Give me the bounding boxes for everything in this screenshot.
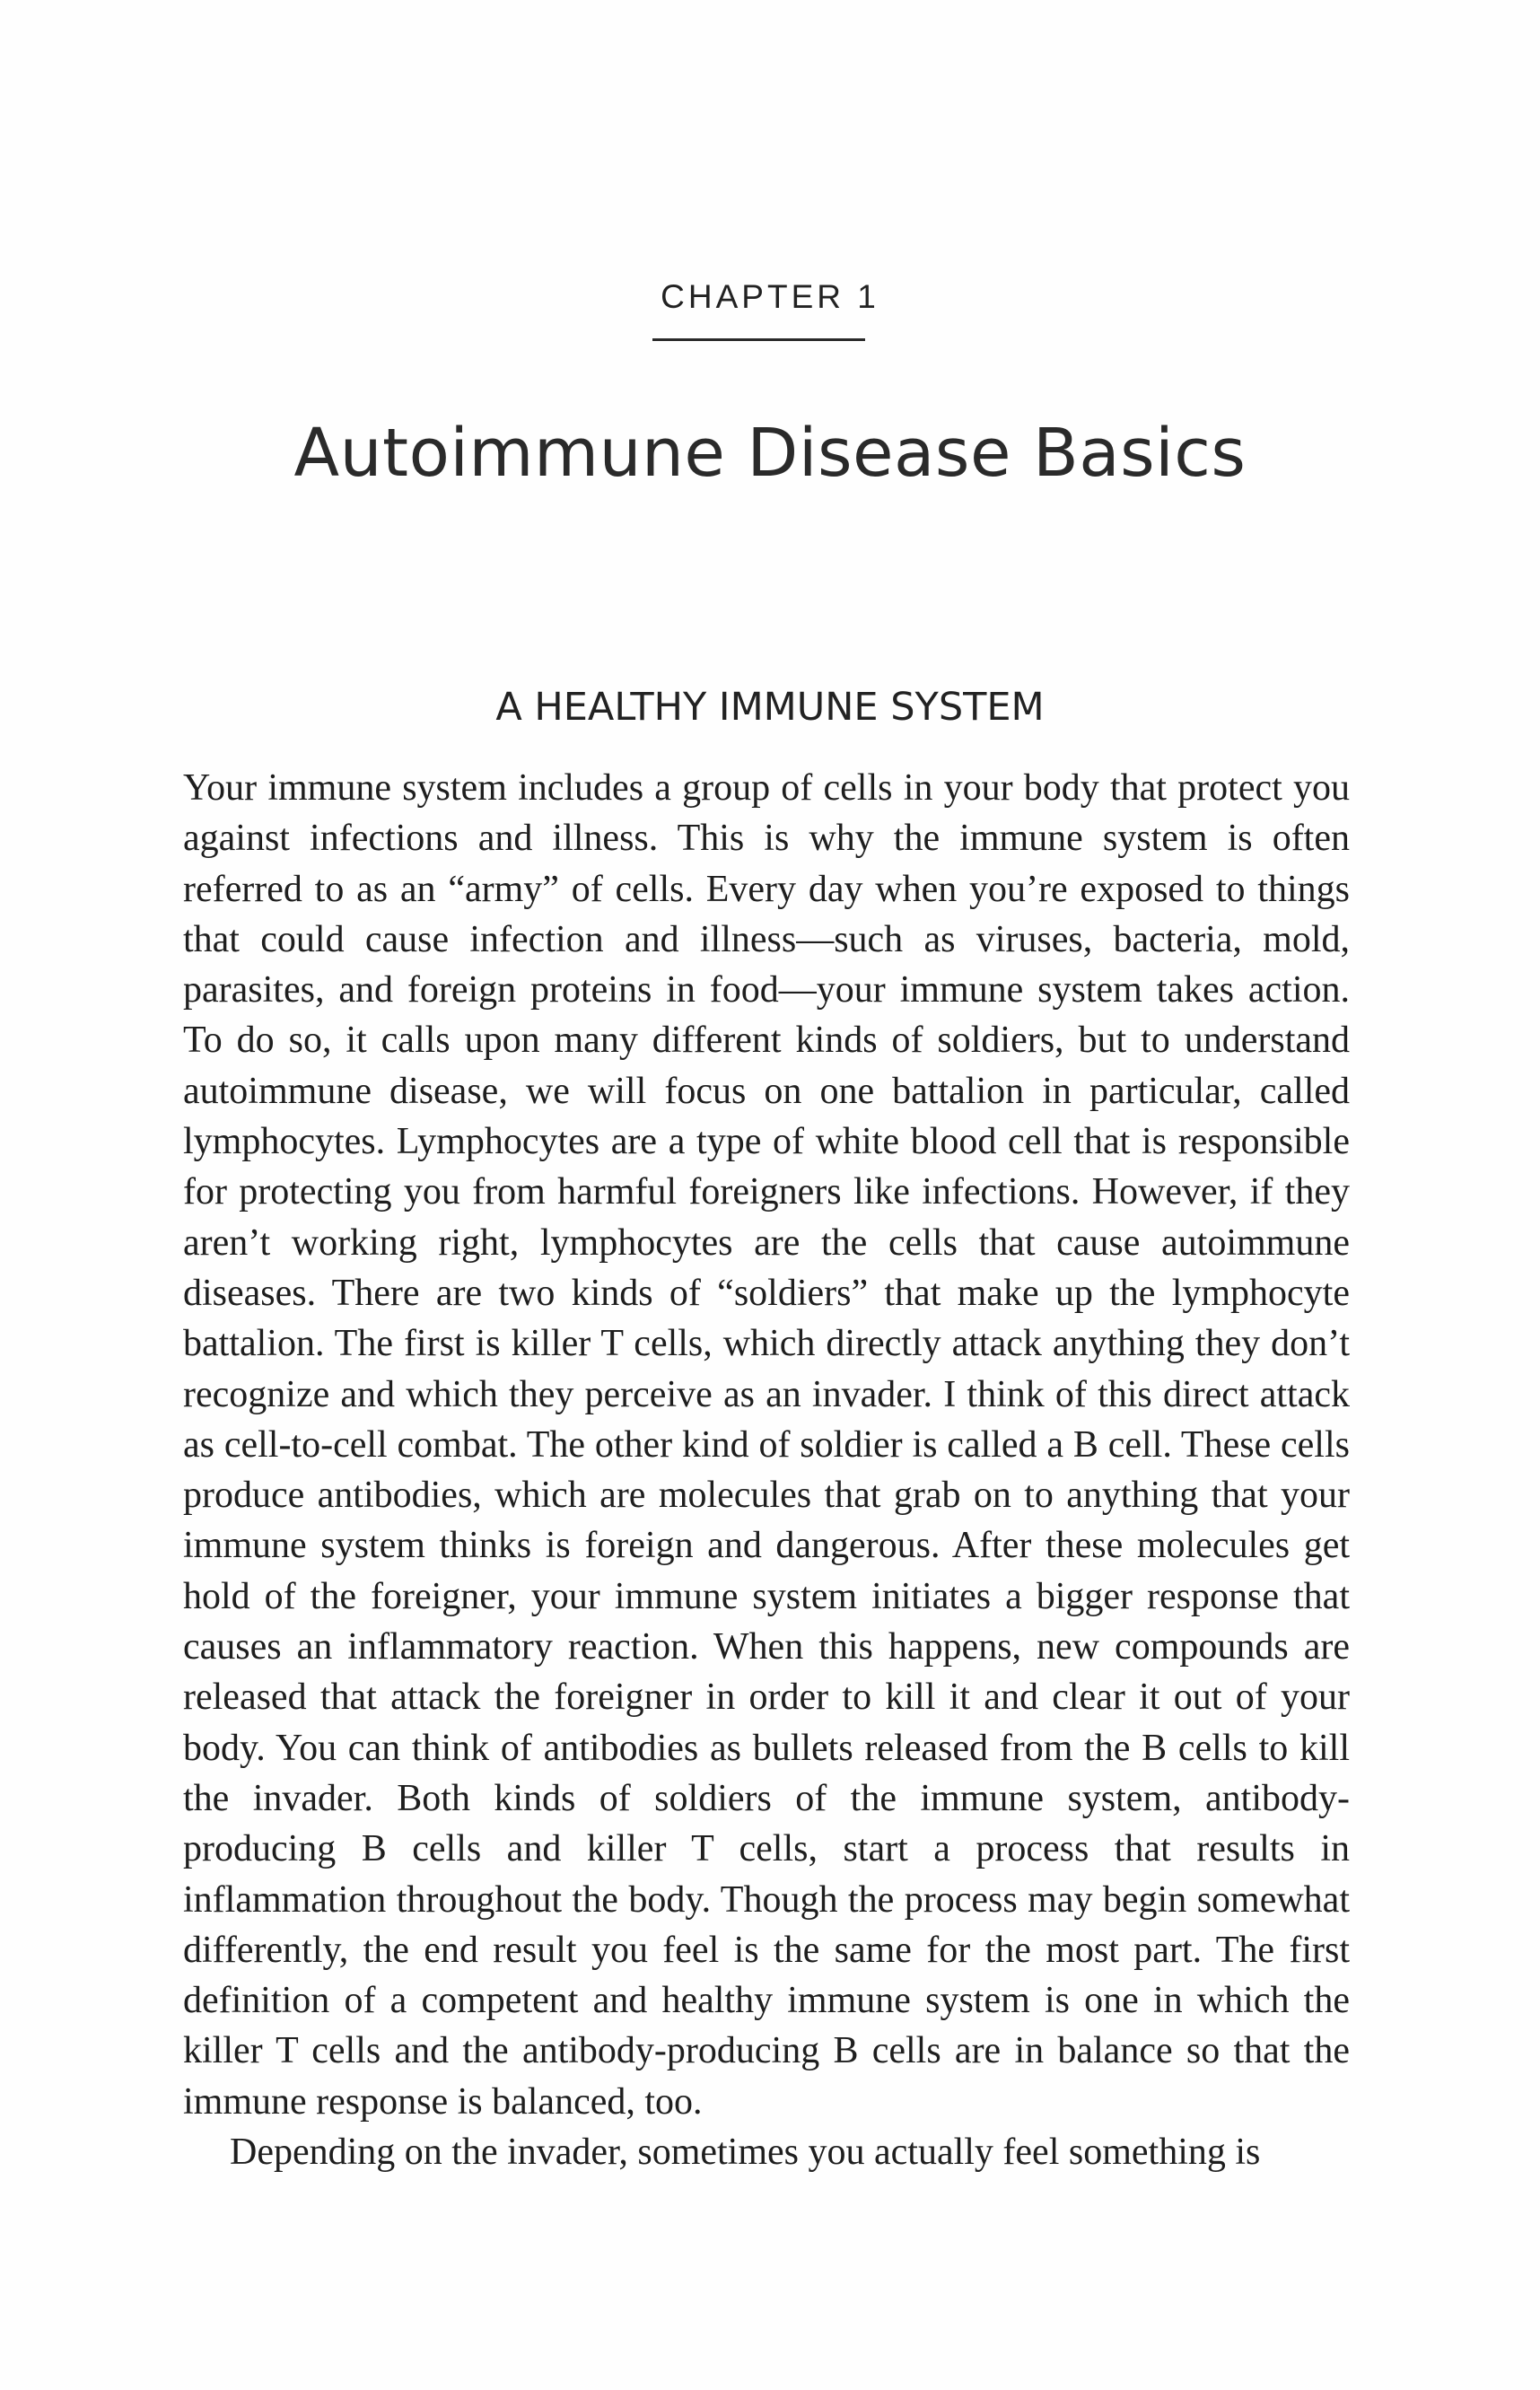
chapter-divider-rule (652, 338, 865, 341)
body-paragraph: Depending on the invader, sometimes you actually feel something is (230, 2132, 1261, 2174)
body-paragraph: Your immune system includes a group of cells in your body that protect you against infections and illness. This is why the immune system is often referred to as an “army” of cells. Every day when you’re exposed to things that could cause infection and illness—such as viruses, bacteria, mold, parasites, and foreign proteins in food—your immune system takes action. To do so, it calls upon many different kinds of soldiers, but to understand autoimmune disease, we will focus on one battalion in particular, called lymphocytes. Lymphocytes are a type of white blood cell that is responsible for protecting you from harmful foreigners like infections. However, if they aren’t working right, lymphocytes are the cells that cause autoimmune diseases. There are two kinds of “soldiers” that make up the lymphocyte battalion. The first is killer T cells, which directly attack anything they don’t recognize and which they perceive as an invader. I think of this direct attack as cell-to-cell combat. The other kind of soldier is called a B cell. These cells produce antibodies, which are molecules that grab on to anything that your immune system thinks is foreign and dangerous. After these molecules get hold of the foreigner, your immune system initiates a bigger response that causes an inflammatory reaction. When this happens, new compounds are released that attack the foreigner in order to kill it and clear it out of your body. You can think of antibodies as bullets released from the B cells to kill the invader. Both kinds of soldiers of the immune system, antibody-producing B cells and killer T cells, start a process that results in inflammation throughout the body. Though the process may begin somewhat differently, the end result you feel is the same for the most part. The first definition of a competent and healthy immune system is one in which the killer T cells and the antibody-producing B cells are in balance so that the immune response is balanced, too. (183, 767, 1350, 2123)
section-heading: A HEALTHY IMMUNE SYSTEM (495, 685, 1045, 730)
chapter-label: CHAPTER 1 (661, 278, 879, 315)
body-text (183, 763, 1350, 2177)
chapter-title: Autoimmune Disease Basics (293, 415, 1247, 492)
